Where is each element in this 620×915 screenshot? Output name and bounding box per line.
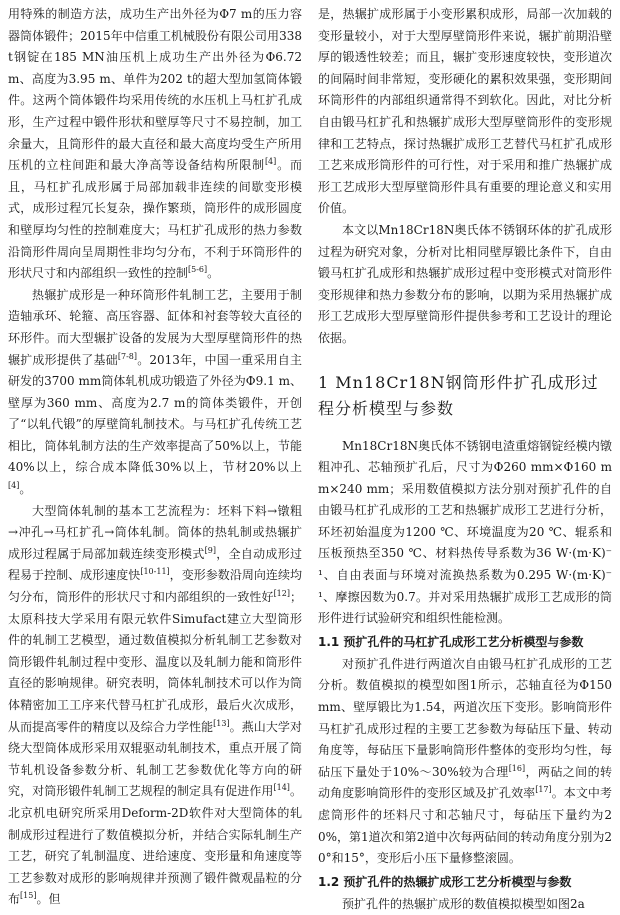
citation: [15] <box>20 891 37 901</box>
citation: [14] <box>273 783 290 793</box>
paragraph <box>8 285 302 501</box>
body-text: ，全自动成形过程易于控制、成形速度快 <box>8 546 302 583</box>
body-text: 。而且，马杠扩孔成形属于局部加载非连续的间歇变形模式，成形过程冗长复杂，操作繁琐，筒形件的成形圆度和壁厚均匀性的控制难度大；马杠扩孔成形的热力参数沿筒形件周向呈周期性非均匀分布，不利于环筒形件的形状尺寸和内部组织一致性的控制 <box>8 158 302 281</box>
citation: [17] <box>535 785 552 795</box>
paragraph: 本文以Mn18Cr18N奥氏体不锈钢环体的扩孔成形过程为研究对象，分析对比相同壁厚锻比条件下，自由锻马杠扩孔成形和热辗扩成形过程中变形模式对筒形件变形规律和热力参数分布的影响，以期为采用热辗扩成形工艺成形大型厚壁筒形件提供参考和工艺设计的理论依据。 <box>318 222 612 345</box>
citation: [7-8] <box>117 351 137 361</box>
left-column <box>8 4 302 911</box>
body-text: ，变形参数沿周向连续均匀分布，筒形件的形状尺寸和内部组织的一致性好 <box>8 568 302 605</box>
citation: [4] <box>8 481 20 491</box>
body-text: 大型筒体轧制的基本工艺流程为：坯料下料→镦粗→冲孔→马杠扩孔→筒体轧制。筒体的热轧制或热辗扩成形过程属于局部加载连续变形模式 <box>8 503 302 561</box>
citation: [12] <box>273 589 290 599</box>
citation: [13] <box>213 718 230 728</box>
body-text: 对预扩孔件进行两道次自由锻马杠扩孔成形的工艺分析。数值模拟的模型如图1所示，芯轴直径为Φ150 mm、壁厚锻比为1.54，两道次压下变形。影响筒形件马杠扩孔成形过程的主要工艺参数为每砧压下量、转动角度等，每砧压下量影响筒形件整体的变形均匀性，每砧压下量处于10%～30%较为合理 <box>318 656 612 779</box>
paragraph: 是，热辗扩成形属于小变形累积成形，局部一次加载的变形量较小，对于大型厚壁筒形件来说，辗扩前期沿壁厚的锻透性较差；而且，辗扩变形速度较快，变形道次的间隔时间非常短，变形硬化的累积效果强，变形期间环筒形件的内部组织通常得不到软化。因此，对比分析自由锻马杠扩孔和热辗扩成形大型厚壁筒形件的变形规律和工艺特点，探讨热辗扩成形工艺替代马杠扩孔成形工艺来成形筒形件的可行性，对于采用和推广热辗扩成形工艺成形大型厚壁筒形件具有重要的理论意义和实用价值。 <box>318 7 612 216</box>
citation: [10-11] <box>140 567 170 577</box>
body-text: 用特殊的制造方法，成功生产出外径为Φ7 m的压力容器筒体锻件；2015年中信重工机械股份有限公司用338 t钢锭在185 MN油压机上成功生产出外径为Φ6.72 m、高度为3.95 m、单件为202 t的超大型加氢筒体锻件。这两个筒体锻件均采用传统的水压机上马杠扩孔成形，生产过程中锻件形状和壁厚等尺寸不易控制，加工余量大，且筒形件的最大直径和最大高度均受生产所用压机的立柱间距和最大净高等设备结构所限制 <box>8 7 302 173</box>
subsection-heading: 1.2 预扩孔件的热辗扩成形工艺分析模型与参数 <box>318 874 572 889</box>
body-text: 。北京机电研究所采用Deform-2D软件对大型筒体的轧制成形过程进行了数值模拟分析，并结合实际轧制生产工艺，研究了轧制温度、进给速度、变形量和角速度等工艺参数对成形的影响规律并预测了锻件微观晶粒的分布 <box>8 784 302 907</box>
body-text: 。但 <box>36 892 61 907</box>
paragraph <box>8 4 302 285</box>
paragraph: Mn18Cr18N奥氏体不锈钢电渣重熔钢锭经模内镦粗冲孔、芯轴预扩孔后，尺寸为Φ260 mm×Φ160 mm×240 mm；采用数值模拟方法分别对预扩孔件的自由锻马杠扩孔成形的工艺和热辗扩成形工艺进行分析，环坯初始温度为1200 ℃、环境温度为20 ℃、辊系和压板预热至350 ℃、材料热传导系数为36 W·(m·K)⁻¹、自由表面与环境对流换热系数为0.295 W·(m·K)⁻¹、摩擦因数为0.7。并对采用热辗扩成形工艺成形的筒形件进行试验研究和组织性能检测。 <box>318 438 612 626</box>
body-text: 。2013年，中国一重采用自主研发的3700 mm筒体轧机成功锻造了外径为Φ9.1 m、壁厚为360 mm、高度为2.7 m的筒体类锻件，开创了“以轧代锻”的厚壁筒轧制技术。与马杠扩孔传统工艺相比，筒体轧制方法的生产效率提高了50%以上，节能40%以上，综合成本降低30%以上，节材20%以上 <box>8 352 302 475</box>
subsection-heading: 1.1 预扩孔件的马杠扩孔成形工艺分析模型与参数 <box>318 634 584 649</box>
citation: [16] <box>508 763 526 773</box>
body-text: 。燕山大学对绕大型筒体成形采用双辊驱动轧制技术，重点开展了筒节轧机设备参数分析、轧制工艺参数优化等方向的研究，对筒形锻件轧制工艺规程的制定具有促进作用 <box>8 719 302 799</box>
body-text: ，两砧之间的转动角度影响筒形件的变形区域及扩孔效率 <box>318 764 612 801</box>
body-text: 。 <box>207 266 220 281</box>
body-text: 。 <box>19 482 32 497</box>
right-column <box>318 4 612 915</box>
section-heading: 1 Mn18Cr18N钢筒形件扩孔成形过程分析模型与参数 <box>318 372 599 418</box>
body-text: 。本文中考虑筒形件的坯料尺寸和芯轴尺寸，每砧压下量约为20%，第1道次和第2道中次每两砧间的转动角度分别为20°和15°，变形后小压下量修整滚圆。 <box>318 786 612 866</box>
citation: [4] <box>264 157 277 167</box>
paragraph: 预扩孔件的热辗扩成形的数值模拟模型如图2a <box>342 896 585 911</box>
body-text: 热辗扩成形是一种环筒形件轧制工艺，主要用于制造轴承环、轮箍、高压容器、缸体和衬套等较大直径的环形件。而大型辗扩设备的发展为大型厚壁筒形件的热辗扩成形提供了基础 <box>8 287 302 367</box>
body-text: ；太原科技大学采用有限元软件Simufact建立大型筒形件的轧制工艺模型，通过数值模拟分析轧制工艺参数对筒形锻件轧制过程中变形、温度以及轧制力能和筒形件直径的影响规律。研究表明，筒体轧制技术可以作为筒体精密加工工序来代替马杠扩孔成形，最后火次成形，从而提高零件的精度以及综合力学性能 <box>8 590 302 734</box>
paragraph <box>8 501 302 911</box>
citation: [5-6] <box>188 265 208 275</box>
paragraph <box>318 654 612 870</box>
citation: [9] <box>204 545 216 555</box>
